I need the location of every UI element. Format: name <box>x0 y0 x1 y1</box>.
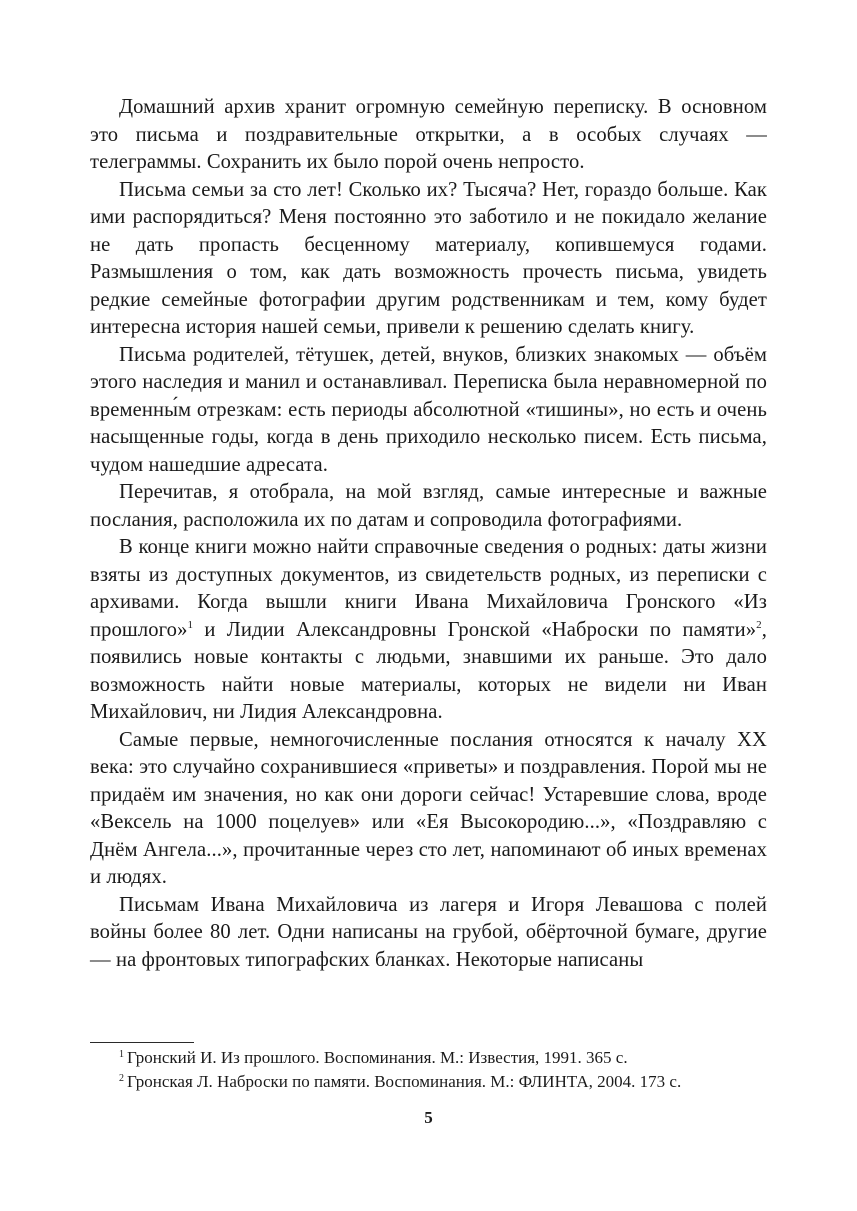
footnote-ref-1[interactable]: 1 <box>187 618 194 631</box>
page-number: 5 <box>424 1108 433 1127</box>
footnotes <box>90 1046 767 1094</box>
paragraph-2: Письма семьи за сто лет! Сколько их? Тысяча? Нет, гораздо больше. Как ими распорядиться? Меня постоянно это заботило и не покидало желание не дать пропасть бесценному материалу, копившемуся годами. Размышления о том, как дать возможность прочесть письма, увидеть редкие семейные фотографии другим родственникам и тем, кому будет интересна история нашей семьи, привели к решению сделать книгу. <box>90 178 767 338</box>
paragraph-1: Домашний архив хранит огромную семейную переписку. В основном это письма и поздравительные открытки, а в особых случаях — телеграммы. Сохранить их было порой очень непросто. <box>90 96 767 173</box>
paragraph-6: Самые первые, немногочисленные послания относятся к началу XX века: это случайно сохранившиеся «приветы» и поздравления. Порой мы не придаём им значения, но как они дороги сейчас! Устаревшие слова, вроде «Вексель на 1000 поцелуев» или «Ея Высокородию...», «Поздравляю с Днём Ангела...», прочитанные через сто лет, напоминают об иных временах и людях. <box>90 728 767 888</box>
paragraph-4: Перечитав, я отобрала, на мой взгляд, самые интересные и важные послания, расположила их по датам и сопроводила фотографиями. <box>90 481 767 531</box>
footnote-separator <box>90 1042 194 1043</box>
footnote-2 <box>90 1070 767 1094</box>
footnote-marker: 1 <box>119 1049 124 1060</box>
footnote-1 <box>90 1046 767 1070</box>
paragraph-7: Письмам Ивана Михайловича из лагеря и Игоря Левашова с полей войны более 80 лет. Одни написаны на грубой, обёрточной бумаге, другие — на фронтовых типографских бланках. Некоторые написаны <box>90 893 767 971</box>
footnote-marker: 2 <box>119 1073 124 1084</box>
footnote-ref-2[interactable]: 2 <box>756 618 762 631</box>
main-text <box>90 94 767 974</box>
footnote-text: Гронская Л. Наброски по памяти. Воспоминания. М.: ФЛИНТА, 2004. 173 с. <box>127 1072 682 1091</box>
paragraph-5: В конце книги можно найти справочные сведения о родных: даты жизни взяты из доступных документов, из свидетельств родных, из переписки с архивами. Когда вышли книги Ивана Михайловича Гронского «Из прошлого»$^1$ и Лидии Александровны Гронской «Наброски по памяти»$^2$, появились новые контакты с людьми, знавшими их раньше. Это дало возможность найти новые материалы, которых не видели ни Иван Михайлович, ни Лидия Александровна. <box>90 536 767 723</box>
paragraph-3: Письма родителей, тётушек, детей, внуков, близких знакомых — объём этого наследия и манил и останавливал. Переписка была неравномерной по временны́м отрезкам: есть периоды абсолютной «тишины», но есть и очень насыщенные годы, когда в день приходило несколько писем. Есть письма, чудом нашедшие адресата. <box>90 343 767 476</box>
footnote-text: Гронский И. Из прошлого. Воспоминания. М.: Известия, 1991. 365 с. <box>127 1048 628 1067</box>
